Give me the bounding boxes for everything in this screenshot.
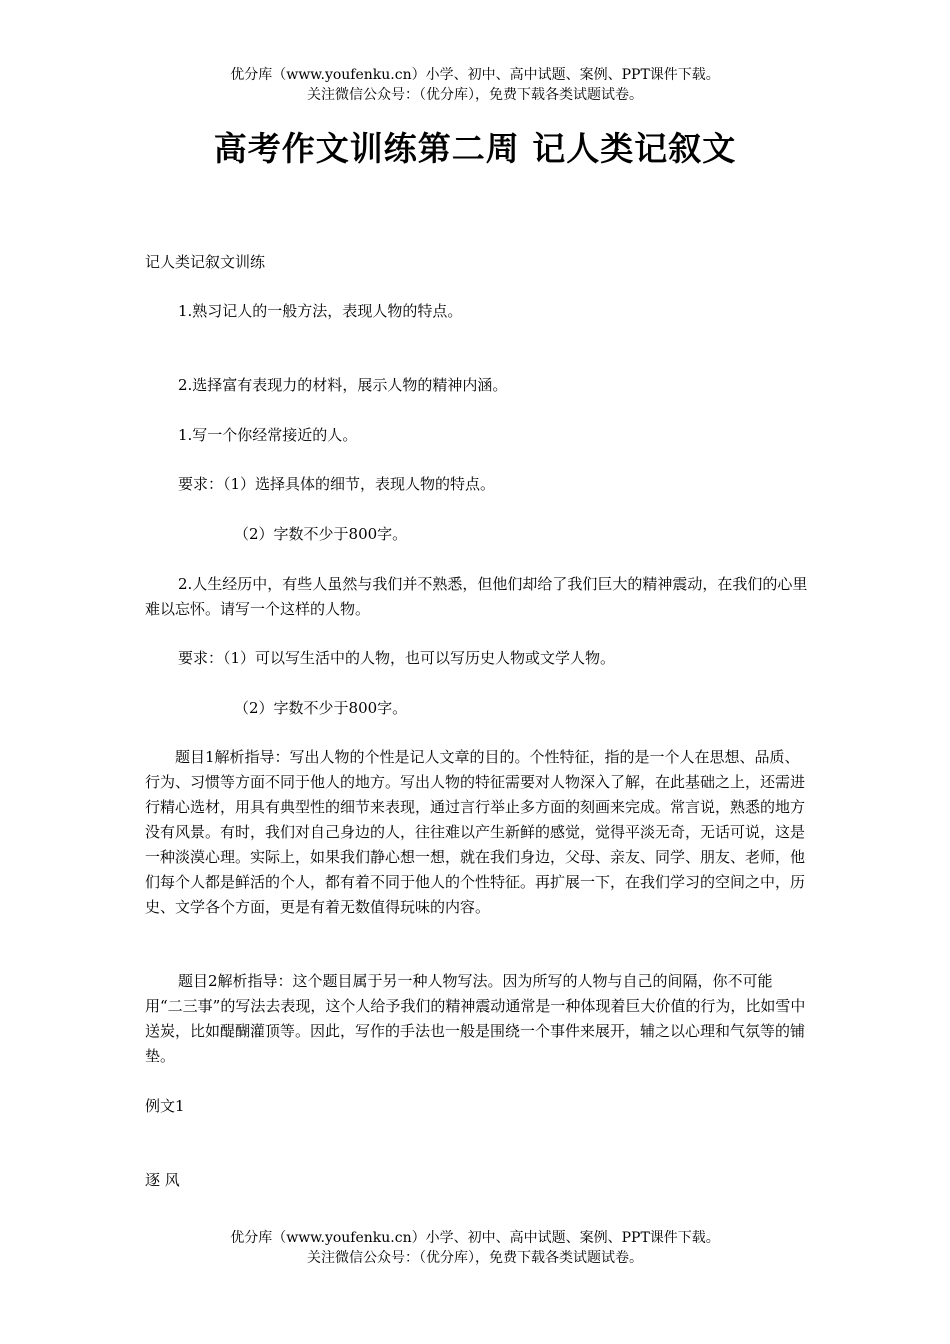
topic-2-prompt: 2.人生经历中，有些人虽然与我们并不熟悉，但他们却给了我们巨大的精神震动，在我们的心里难以忘怀。请写一个这样的人物。 (145, 575, 808, 618)
header-line-1: 优分库（www.youfenku.cn）小学、初中、高中试题、案例、PPT课件下载。 (230, 67, 720, 83)
page-title: 高考作文训练第二周 记人类记叙文 (213, 129, 737, 168)
footer-line-2: 关注微信公众号：（优分库），免费下载各类试题试卷。 (307, 1250, 643, 1266)
topic-2-requirement-2: （2）字数不少于800字。 (234, 699, 408, 717)
topic-1-prompt: 1.写一个你经常接近的人。 (178, 426, 358, 444)
example-title: 逐 风 (145, 1171, 180, 1189)
topic-1-requirement-1: 要求：（1）选择具体的细节，表现人物的特点。 (178, 475, 496, 493)
analysis-1: 题目1解析指导：写出人物的个性是记人文章的目的。个性特征，指的是一个人在思想、品质、行为、习惯等方面不同于他人的地方。写出人物的特征需要对人物深入了解，在此基础之上，还需进行精心选材，用具有典型性的细节来表现，通过言行举止多方面的刻画来完成。常言说，熟悉的地方没有风景。有时，我们对自己身边的人，往往难以产生新鲜的感觉，觉得平淡无奇，无话可说，这是一种淡漠心理。实际上，如果我们静心想一想，就在我们身边，父母、亲友、同学、朋友、老师，他们每个人都是鲜活的个人，都有着不同于他人的个性特征。再扩展一下，在我们学习的空间之中，历史、文学各个方面，更是有着无数值得玩味的内容。 (145, 748, 806, 916)
topic-2-requirement-1: 要求：（1）可以写生活中的人物，也可以写历史人物或文学人物。 (178, 649, 616, 667)
section-heading: 记人类记叙文训练 (145, 253, 266, 271)
header-line-2: 关注微信公众号：（优分库），免费下载各类试题试卷。 (307, 87, 643, 103)
goal-1: 1.熟习记人的一般方法，表现人物的特点。 (178, 302, 463, 320)
example-label: 例文1 (145, 1097, 185, 1115)
goal-2: 2.选择富有表现力的材料，展示人物的精神内涵。 (178, 376, 508, 394)
footer-line-1: 优分库（www.youfenku.cn）小学、初中、高中试题、案例、PPT课件下载。 (230, 1230, 720, 1246)
topic-1-requirement-2: （2）字数不少于800字。 (234, 525, 408, 543)
analysis-2: 题目2解析指导：这个题目属于另一种人物写法。因为所写的人物与自己的间隔，你不可能用“二三事”的写法去表现，这个人给予我们的精神震动通常是一种体现着巨大价值的行为，比如雪中送炭，比如醍醐灌顶等。因此，写作的手法也一般是围绕一个事件来展开，辅之以心理和气氛等的铺垫。 (145, 972, 806, 1065)
